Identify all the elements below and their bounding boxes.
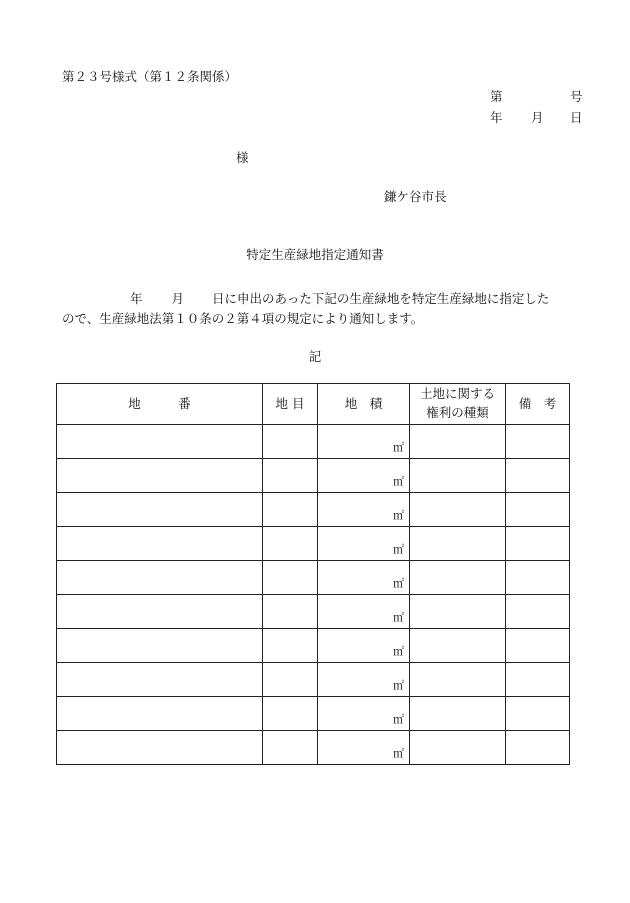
cell-kenri: [410, 527, 506, 561]
area-unit: ㎡: [393, 509, 404, 522]
cell-chiban: [57, 493, 263, 527]
ki-heading: 記: [308, 349, 322, 364]
cell-chiban: [57, 697, 263, 731]
cell-chiban: [57, 663, 263, 697]
cell-biko: [506, 561, 570, 595]
cell-biko: [506, 459, 570, 493]
cell-chiseki: [318, 527, 410, 561]
date-year: 年: [490, 110, 503, 125]
header-chiban: 地 番: [57, 384, 263, 425]
body-line-1-rest: 日に申出のあった下記の生産緑地を特定生産緑地に指定した: [212, 291, 550, 306]
body-month: 月: [171, 291, 185, 306]
area-unit: ㎡: [393, 713, 404, 726]
cell-biko: [506, 527, 570, 561]
area-unit: ㎡: [393, 543, 404, 556]
area-unit: ㎡: [393, 645, 404, 658]
cell-chiseki: [318, 663, 410, 697]
land-table: [56, 383, 570, 765]
cell-chiseki: [318, 697, 410, 731]
body-text-line-1: [62, 289, 549, 307]
doc-no-suffix: 号: [570, 89, 583, 104]
cell-chiban: [57, 561, 263, 595]
cell-chiseki: [318, 493, 410, 527]
cell-kenri: [410, 629, 506, 663]
cell-biko: [506, 663, 570, 697]
cell-chimoku: [263, 561, 318, 595]
header-chimoku: 地 目: [263, 384, 318, 425]
cell-chiseki: [318, 731, 410, 765]
cell-chimoku: [263, 425, 318, 459]
table-row: [57, 595, 570, 629]
cell-chiseki: [318, 459, 410, 493]
addressee-honorific: 様: [236, 150, 249, 165]
header-kenri: [410, 384, 506, 425]
cell-chimoku: [263, 629, 318, 663]
cell-chimoku: [263, 527, 318, 561]
header-biko: 備 考: [506, 384, 570, 425]
cell-chimoku: [263, 697, 318, 731]
cell-chimoku: [263, 595, 318, 629]
cell-chiseki: [318, 425, 410, 459]
body-year: 年: [130, 291, 143, 306]
table-header-row: [57, 384, 570, 425]
cell-kenri: [410, 731, 506, 765]
table-row: [57, 459, 570, 493]
cell-chimoku: [263, 493, 318, 527]
header-chiseki: 地 積: [318, 384, 410, 425]
cell-kenri: [410, 595, 506, 629]
cell-kenri: [410, 493, 506, 527]
cell-chimoku: [263, 663, 318, 697]
cell-chiban: [57, 595, 263, 629]
header-kenri-line-1: 土地に関する: [419, 386, 495, 402]
cell-chiban: [57, 459, 263, 493]
cell-kenri: [410, 561, 506, 595]
cell-kenri: [410, 425, 506, 459]
cell-chiban: [57, 629, 263, 663]
cell-biko: [506, 595, 570, 629]
area-unit: ㎡: [393, 577, 404, 590]
cell-biko: [506, 493, 570, 527]
doc-no-prefix: 第: [490, 89, 503, 104]
date-day: 日: [570, 110, 583, 125]
cell-kenri: [410, 697, 506, 731]
area-unit: ㎡: [393, 475, 404, 488]
cell-chiseki: [318, 629, 410, 663]
cell-chiseki: [318, 561, 410, 595]
area-unit: ㎡: [393, 441, 404, 454]
table-row: [57, 425, 570, 459]
document-title: 特定生産緑地指定通知書: [246, 247, 384, 262]
cell-biko: [506, 697, 570, 731]
date-month: 月: [531, 110, 544, 125]
table-row: [57, 663, 570, 697]
area-unit: ㎡: [393, 747, 404, 760]
cell-kenri: [410, 459, 506, 493]
area-unit: ㎡: [393, 611, 404, 624]
cell-biko: [506, 629, 570, 663]
table-row: [57, 527, 570, 561]
cell-chimoku: [263, 731, 318, 765]
cell-chiban: [57, 527, 263, 561]
table-row: [57, 493, 570, 527]
cell-chiban: [57, 425, 263, 459]
table-row: [57, 629, 570, 663]
table-row: [57, 697, 570, 731]
table-row: [57, 561, 570, 595]
area-unit: ㎡: [393, 679, 404, 692]
cell-biko: [506, 425, 570, 459]
cell-chimoku: [263, 459, 318, 493]
header-kenri-line-2: 権利の種類: [426, 405, 489, 420]
table-row: [57, 731, 570, 765]
sender-name: 鎌ケ谷市長: [384, 189, 447, 204]
body-text-line-2: ので、生産緑地法第１０条の２第４項の規定により通知します。: [62, 311, 424, 326]
cell-biko: [506, 731, 570, 765]
cell-chiban: [57, 731, 263, 765]
form-number: 第２３号様式（第１２条関係）: [62, 69, 238, 84]
cell-chiseki: [318, 595, 410, 629]
cell-kenri: [410, 663, 506, 697]
